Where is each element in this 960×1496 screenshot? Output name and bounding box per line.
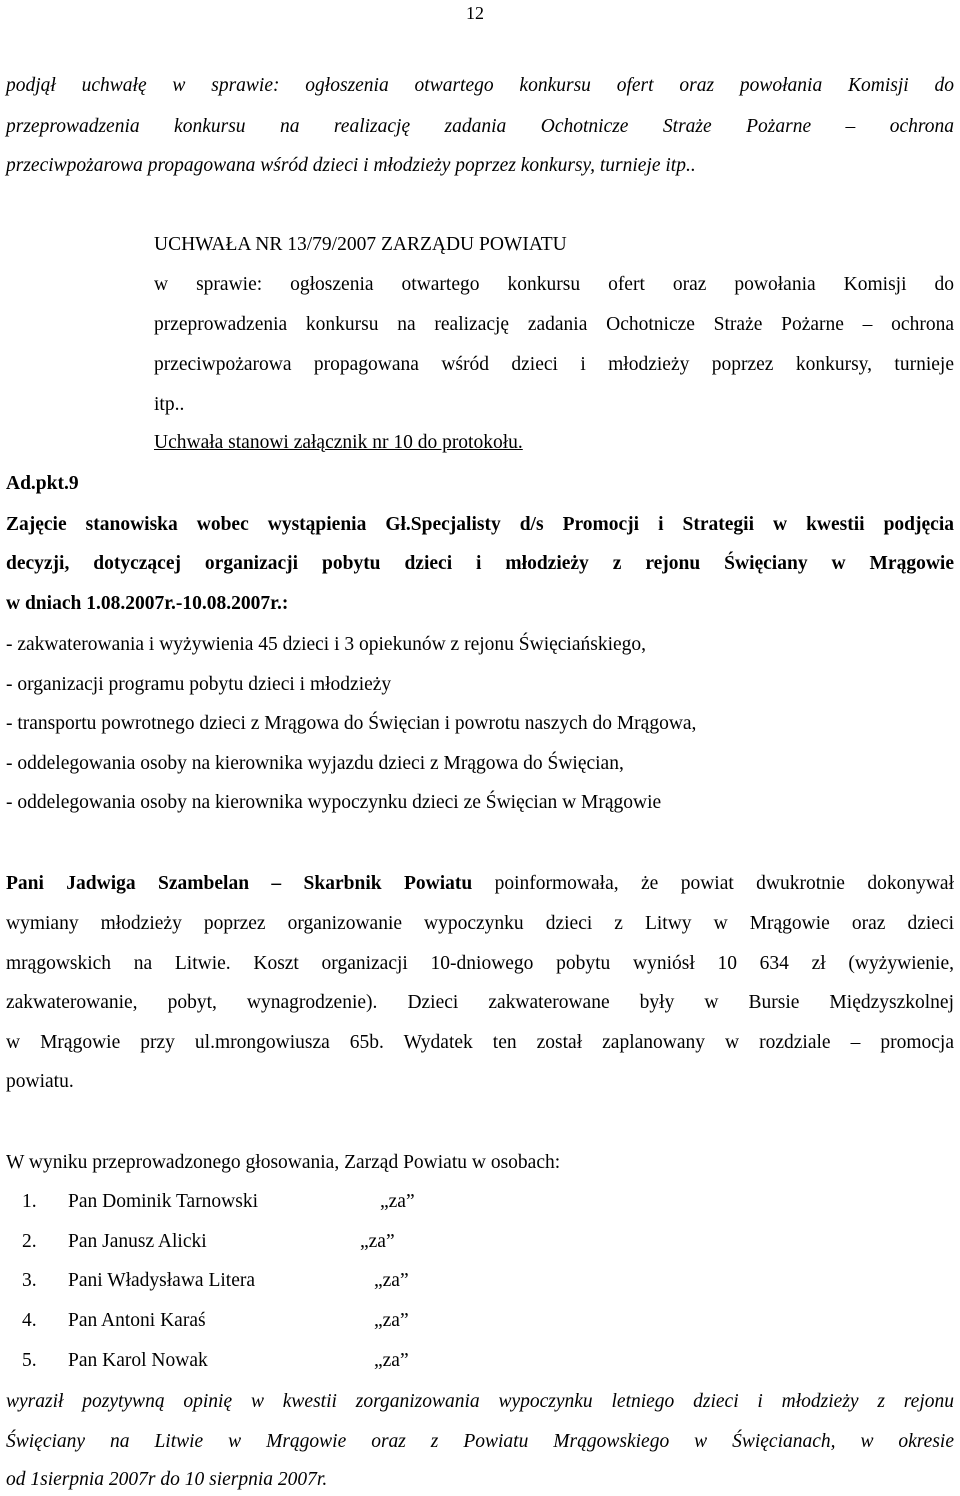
treasurer-line: mrągowskich na Litwie. Koszt organizacji 10-dniowego pobytu wyniósł 10 634 zł (wyżywienie, xyxy=(6,953,954,974)
intro-line: przeciwpożarowa propagowana wśród dzieci i młodzieży poprzez konkursy, turnieje itp.. xyxy=(6,155,696,176)
treasurer-line: zakwaterowanie, pobyt, wynagrodzenie). Dzieci zakwaterowane były w Bursie Międzyszkolnej xyxy=(6,992,954,1013)
closing-line: Święciany na Litwie w Mrągowie oraz z Powiatu Mrągowskiego w Święcianach, w okresie xyxy=(6,1431,954,1452)
resolution-line: przeprowadzenia konkursu na realizację zadania Ochotnicze Straże Pożarne – ochrona xyxy=(154,314,954,335)
member-name: Pan Janusz Alicki xyxy=(68,1231,207,1252)
member-verdict: „za” xyxy=(374,1270,409,1291)
member-name: Pani Władysława Litera xyxy=(68,1270,255,1291)
speaker-name: Pani Jadwiga Szambelan – Skarbnik Powiatu xyxy=(6,873,473,894)
resolution-line: itp.. xyxy=(154,394,185,415)
resolution-line: przeciwpożarowa propagowana wśród dzieci i młodzieży poprzez konkursy, turnieje xyxy=(154,354,954,375)
closing-line: od 1sierpnia 2007r do 10 sierpnia 2007r. xyxy=(6,1469,328,1490)
treasurer-first-line xyxy=(6,872,954,896)
member-verdict: „za” xyxy=(374,1350,409,1371)
treasurer-line: w Mrągowie przy ul.mrongowiusza 65b. Wydatek ten został zaplanowany w rozdziale – promocja xyxy=(6,1032,954,1053)
vote-intro: W wyniku przeprowadzonego głosowania, Zarząd Powiatu w osobach: xyxy=(6,1152,561,1173)
vote-number: 2. xyxy=(22,1231,37,1252)
member-name: Pan Antoni Karaś xyxy=(68,1310,206,1331)
vote-number: 4. xyxy=(22,1310,37,1331)
intro-line: przeprowadzenia konkursu na realizację zadania Ochotnicze Straże Pożarne – ochrona xyxy=(6,116,954,137)
member-verdict: „za” xyxy=(360,1231,395,1252)
resolution-line: w sprawie: ogłoszenia otwartego konkursu ofert oraz powołania Komisji do xyxy=(154,274,954,295)
list-item: - transportu powrotnego dzieci z Mrągowa do Święcian i powrotu naszych do Mrągowa, xyxy=(6,713,697,734)
agenda-heading-line: decyzji, dotyczącej organizacji pobytu dzieci i młodzieży z rejonu Święciany w Mrągowie xyxy=(6,553,954,574)
vote-number: 1. xyxy=(22,1191,37,1212)
agenda-heading-line: Zajęcie stanowiska wobec wystąpienia Gł.Specjalisty d/s Promocji i Strategii w kwestii podjęcia xyxy=(6,514,954,535)
list-item: - oddelegowania osoby na kierownika wyjazdu dzieci z Mrągowa do Święcian, xyxy=(6,753,624,774)
vote-row xyxy=(22,1310,409,1334)
vote-row xyxy=(22,1350,409,1374)
resolution-title: UCHWAŁA NR 13/79/2007 ZARZĄDU POWIATU xyxy=(154,234,567,255)
vote-number: 3. xyxy=(22,1270,37,1291)
intro-line: podjął uchwałę w sprawie: ogłoszenia otwartego konkursu ofert oraz powołania Komisji do xyxy=(6,75,954,96)
agenda-item-label: Ad.pkt.9 xyxy=(6,473,79,494)
vote-number: 5. xyxy=(22,1350,37,1371)
member-verdict: „za” xyxy=(380,1191,415,1212)
list-item: - oddelegowania osoby na kierownika wypoczynku dzieci ze Święcian w Mrągowie xyxy=(6,792,662,813)
treasurer-text: poinformowała, że powiat dwukrotnie dokonywał xyxy=(472,873,954,894)
closing-line: wyraził pozytywną opinię w kwestii zorganizowania wypoczynku letniego dzieci i młodzieży z rejonu xyxy=(6,1391,954,1412)
treasurer-line: powiatu. xyxy=(6,1071,74,1092)
vote-row xyxy=(22,1191,415,1215)
member-name: Pan Karol Nowak xyxy=(68,1350,208,1371)
agenda-heading-line: w dniach 1.08.2007r.-10.08.2007r.: xyxy=(6,593,289,614)
page-number: 12 xyxy=(466,3,484,23)
member-verdict: „za” xyxy=(374,1310,409,1331)
treasurer-line: wymiany młodzieży poprzez organizowanie wypoczynku dzieci z Litwy w Mrągowie oraz dzieci xyxy=(6,913,954,934)
list-item: - zakwaterowania i wyżywienia 45 dzieci i 3 opiekunów z rejonu Święciańskiego, xyxy=(6,634,647,655)
member-name: Pan Dominik Tarnowski xyxy=(68,1191,259,1212)
attachment-note: Uchwała stanowi załącznik nr 10 do protokołu. xyxy=(154,432,523,453)
vote-row xyxy=(22,1270,409,1294)
vote-row xyxy=(22,1231,395,1255)
list-item: - organizacji programu pobytu dzieci i młodzieży xyxy=(6,674,392,695)
